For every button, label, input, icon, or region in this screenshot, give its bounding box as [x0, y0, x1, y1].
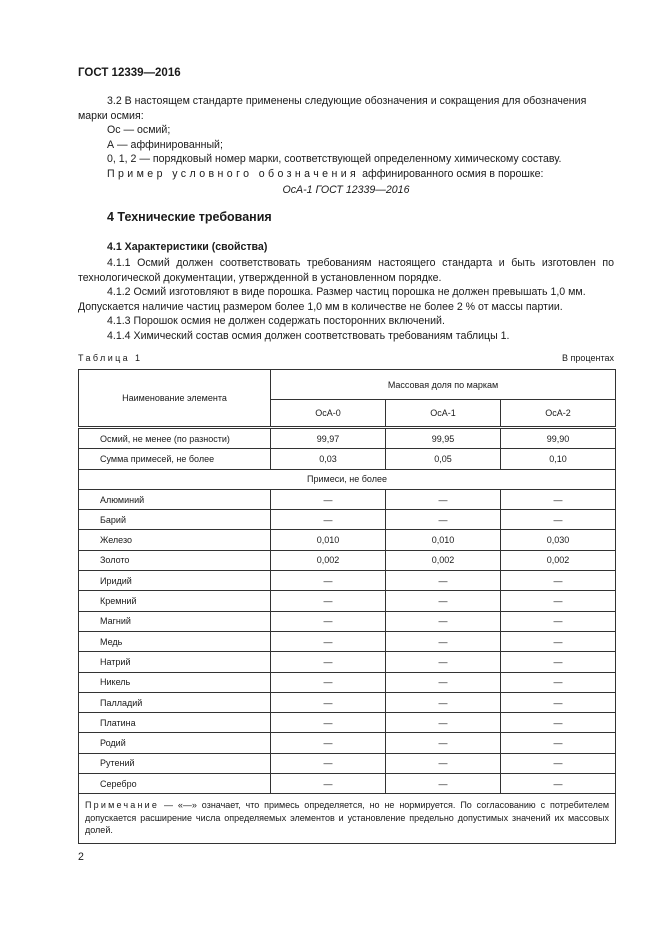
designation-item-a: А — аффинированный;	[107, 138, 223, 151]
designation-item-numbers: 0, 1, 2 — порядковый номер марки, соответствующей определенному химическому составу.	[107, 153, 562, 166]
cell-grade-0: 0,010	[271, 530, 386, 550]
table-note-row	[79, 794, 616, 844]
table-unit: В процентах	[562, 353, 614, 363]
row-label: Никель	[79, 672, 271, 692]
table-row	[79, 510, 616, 530]
cell-grade-2: —	[501, 652, 616, 672]
header-grade-2: ОсА-2	[501, 400, 616, 428]
row-label: Серебро	[79, 774, 271, 794]
paragraph-4-1-1: 4.1.1 Осмий должен соответствовать требованиям настоящего стандарта и быть изготовлен по технологической документации, утвержденной в установленном порядке.	[78, 257, 614, 284]
row-label: Магний	[79, 611, 271, 631]
example-label: Пример условного обозначения	[107, 167, 360, 180]
cell-grade-1: —	[386, 713, 501, 733]
row-label: Медь	[79, 631, 271, 651]
table-row-osmium	[79, 428, 616, 449]
header-mass-fraction: Массовая доля по маркам	[271, 370, 616, 400]
table-row-impurities-header	[79, 469, 616, 489]
cell-grade-1: 0,002	[386, 550, 501, 570]
section-4-1-body	[78, 256, 614, 344]
row-label: Барий	[79, 510, 271, 530]
table-row	[79, 692, 616, 712]
cell-grade-2: —	[501, 672, 616, 692]
table-row	[79, 550, 616, 570]
cell-grade-1: —	[386, 672, 501, 692]
cell-grade-0: —	[271, 774, 386, 794]
row-label: Рутений	[79, 753, 271, 773]
row-label: Кремний	[79, 591, 271, 611]
cell-grade-1: —	[386, 510, 501, 530]
cell-grade-1: —	[386, 571, 501, 591]
cell-grade-0: 0,002	[271, 550, 386, 570]
table-row	[79, 713, 616, 733]
cell-grade-1: 99,95	[386, 428, 501, 449]
row-label: Палладий	[79, 692, 271, 712]
table-note	[79, 794, 616, 844]
cell-grade-0: —	[271, 611, 386, 631]
row-label: Осмий, не менее (по разности)	[79, 428, 271, 449]
cell-grade-1: —	[386, 753, 501, 773]
page-header: ГОСТ 12339—2016	[78, 67, 181, 79]
cell-grade-2: 0,10	[501, 449, 616, 469]
table-row	[79, 530, 616, 550]
cell-grade-2: —	[501, 692, 616, 712]
example-text: аффинированного осмия в порошке:	[359, 167, 544, 180]
section-3-2	[78, 94, 614, 182]
header-grade-1: ОсА-1	[386, 400, 501, 428]
cell-grade-1: —	[386, 652, 501, 672]
cell-grade-0: —	[271, 652, 386, 672]
cell-grade-1: —	[386, 631, 501, 651]
example-line	[78, 167, 614, 182]
cell-grade-0: —	[271, 753, 386, 773]
cell-grade-1: —	[386, 591, 501, 611]
header-element-name: Наименование элемента	[79, 370, 271, 428]
table-row	[79, 591, 616, 611]
cell-grade-1: —	[386, 692, 501, 712]
cell-grade-1: —	[386, 774, 501, 794]
cell-grade-2: —	[501, 713, 616, 733]
cell-grade-0: 99,97	[271, 428, 386, 449]
cell-grade-1: 0,05	[386, 449, 501, 469]
impurities-header: Примеси, не более	[79, 469, 616, 489]
note-label: Примечание	[85, 800, 160, 811]
row-label: Платина	[79, 713, 271, 733]
cell-grade-0: —	[271, 631, 386, 651]
table-row	[79, 571, 616, 591]
row-label: Золото	[79, 550, 271, 570]
composition-table	[78, 369, 616, 844]
cell-grade-2: —	[501, 753, 616, 773]
cell-grade-0: 0,03	[271, 449, 386, 469]
table-row	[79, 489, 616, 509]
row-label: Иридий	[79, 571, 271, 591]
paragraph-4-1-3: 4.1.3 Порошок осмия не должен содержать посторонних включений.	[107, 315, 445, 328]
row-label: Родий	[79, 733, 271, 753]
cell-grade-0: —	[271, 510, 386, 530]
row-label: Сумма примесей, не более	[79, 449, 271, 469]
section-4-1-title: 4.1 Характеристики (свойства)	[107, 241, 268, 253]
paragraph-4-1-2-cont: Допускается наличие частиц размером более 1,0 мм в количестве не более 2 % от массы партии.	[78, 300, 563, 313]
cell-grade-0: —	[271, 713, 386, 733]
example-formula: ОсА-1 ГОСТ 12339—2016	[282, 184, 410, 196]
header-grade-0: ОсА-0	[271, 400, 386, 428]
table-row	[79, 753, 616, 773]
section-4-title: 4 Технические требования	[107, 210, 272, 224]
cell-grade-1: —	[386, 611, 501, 631]
table-row	[79, 733, 616, 753]
note-text: — «—» означает, что примесь определяется, но не нормируется. По согласованию с потребителем допускается расширение числа определяемых элементов и установление предельно допустимых значений их массовых долей.	[85, 800, 610, 836]
paragraph-4-1-2: 4.1.2 Осмий изготовляют в виде порошка. Размер частиц порошка не должен превышать 1,0 мм.	[107, 286, 586, 299]
page-number: 2	[78, 851, 84, 863]
cell-grade-1: —	[386, 733, 501, 753]
row-label: Железо	[79, 530, 271, 550]
table-row	[79, 652, 616, 672]
cell-grade-0: —	[271, 591, 386, 611]
cell-grade-1: 0,010	[386, 530, 501, 550]
cell-grade-0: —	[271, 489, 386, 509]
table-row	[79, 672, 616, 692]
table-caption: Таблица 1	[78, 353, 143, 363]
cell-grade-1: —	[386, 489, 501, 509]
cell-grade-2: —	[501, 571, 616, 591]
cell-grade-2: 99,90	[501, 428, 616, 449]
cell-grade-2: —	[501, 774, 616, 794]
cell-grade-2: —	[501, 591, 616, 611]
cell-grade-0: —	[271, 571, 386, 591]
cell-grade-2: —	[501, 733, 616, 753]
cell-grade-0: —	[271, 692, 386, 712]
cell-grade-0: —	[271, 672, 386, 692]
row-label: Алюминий	[79, 489, 271, 509]
cell-grade-0: —	[271, 733, 386, 753]
cell-grade-2: —	[501, 631, 616, 651]
cell-grade-2: —	[501, 510, 616, 530]
paragraph-4-1-4: 4.1.4 Химический состав осмия должен соответствовать требованиям таблицы 1.	[107, 329, 510, 342]
cell-grade-2: 0,030	[501, 530, 616, 550]
designation-item-os: Ос — осмий;	[107, 124, 171, 137]
cell-grade-2: —	[501, 489, 616, 509]
paragraph-3-2-line1: 3.2 В настоящем стандарте применены следующие обозначения и сокращения для обозначения	[107, 95, 587, 107]
cell-grade-2: —	[501, 611, 616, 631]
paragraph-3-2-line2: марки осмия:	[78, 109, 144, 122]
row-label: Натрий	[79, 652, 271, 672]
table-row	[79, 611, 616, 631]
cell-grade-2: 0,002	[501, 550, 616, 570]
table-row-impurity-sum	[79, 449, 616, 469]
table-row	[79, 774, 616, 794]
table-row	[79, 631, 616, 651]
